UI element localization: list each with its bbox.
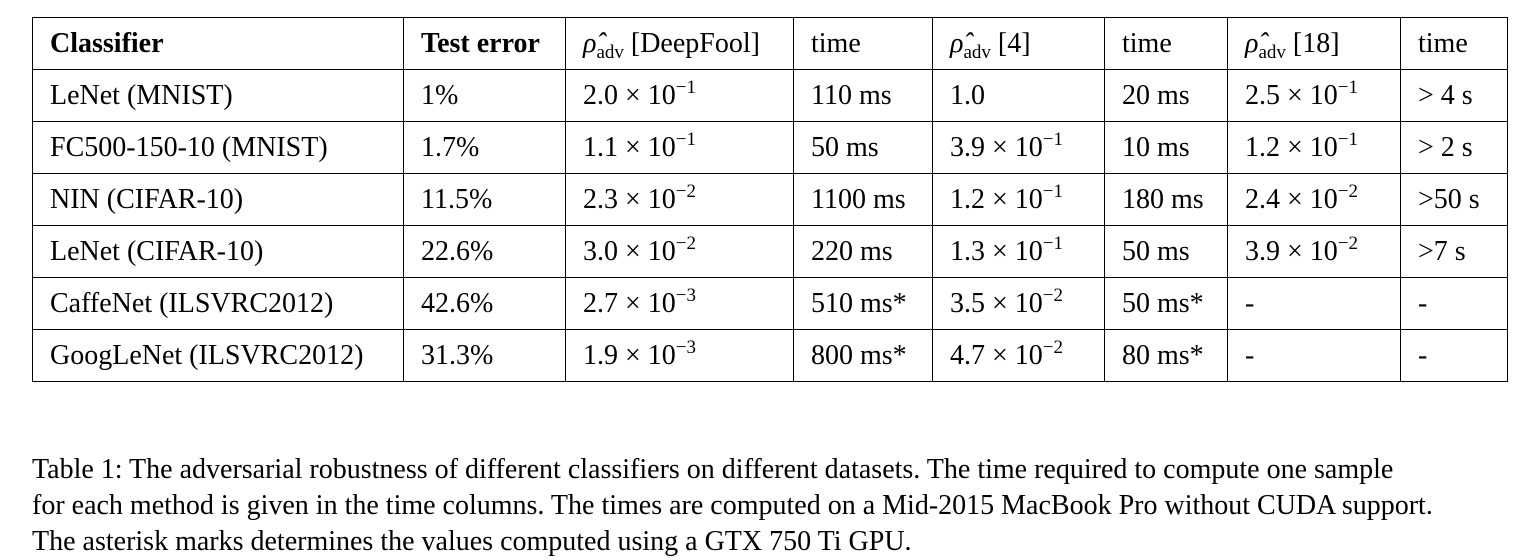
table-cell: FC500-150-10 (MNIST) (33, 122, 404, 174)
exponent: −2 (1337, 180, 1359, 202)
table-cell (1228, 70, 1401, 122)
mantissa: 3.0 (583, 235, 618, 267)
table-cell (933, 226, 1105, 278)
table-cell: 42.6% (404, 278, 566, 330)
table-body (33, 70, 1508, 382)
mantissa: 2.5 (1245, 79, 1280, 111)
caption-line: Table 1: The adversarial robustness of different classifiers on different datasets. The time required to compute one sample (32, 454, 1394, 485)
times-ten: × 10 (1280, 183, 1338, 215)
times-ten: × 10 (618, 339, 676, 371)
subscript: adv (963, 41, 991, 63)
method-reference: [18] (1285, 27, 1340, 59)
table-cell: 1.0 (933, 70, 1105, 122)
column-header: time (1105, 18, 1228, 70)
table-cell: LeNet (CIFAR-10) (33, 226, 404, 278)
subscript: adv (1258, 41, 1286, 63)
times-ten: × 10 (1280, 131, 1338, 163)
table-cell: 20 ms (1105, 70, 1228, 122)
table-cell: 1% (404, 70, 566, 122)
table-cell: >50 s (1401, 174, 1508, 226)
times-ten: × 10 (985, 235, 1043, 267)
table-cell (566, 226, 794, 278)
column-header (1228, 18, 1401, 70)
table-caption (32, 452, 1512, 560)
table-cell: NIN (CIFAR-10) (33, 174, 404, 226)
table-cell (566, 278, 794, 330)
table-cell (566, 330, 794, 382)
table-cell: 10 ms (1105, 122, 1228, 174)
exponent: −1 (1337, 128, 1359, 150)
table-cell: - (1401, 278, 1508, 330)
table-row (33, 122, 1508, 174)
table-row (33, 174, 1508, 226)
table-cell: CaffeNet (ILSVRC2012) (33, 278, 404, 330)
column-header: time (794, 18, 933, 70)
table-cell (566, 122, 794, 174)
exponent: −1 (1042, 180, 1064, 202)
mantissa: 1.3 (950, 235, 985, 267)
table-cell: 50 ms (1105, 226, 1228, 278)
table-cell (1228, 174, 1401, 226)
exponent: −1 (1042, 128, 1064, 150)
table-cell: 180 ms (1105, 174, 1228, 226)
column-header: Test error (404, 18, 566, 70)
times-ten: × 10 (985, 131, 1043, 163)
subscript: adv (596, 41, 624, 63)
table-cell (1228, 122, 1401, 174)
mantissa: 1.1 (583, 131, 618, 163)
times-ten: × 10 (618, 235, 676, 267)
rho-hat-symbol: ρ̂ (1245, 27, 1259, 59)
mantissa: 1.2 (950, 183, 985, 215)
table-row (33, 278, 1508, 330)
table-cell: 80 ms* (1105, 330, 1228, 382)
times-ten: × 10 (618, 131, 676, 163)
column-header (566, 18, 794, 70)
exponent: −1 (675, 76, 697, 98)
table-cell (933, 278, 1105, 330)
rho-hat-symbol: ρ̂ (583, 27, 597, 59)
table-row (33, 226, 1508, 278)
mantissa: 1.2 (1245, 131, 1280, 163)
table-cell: > 4 s (1401, 70, 1508, 122)
exponent: −3 (675, 336, 697, 358)
exponent: −1 (1042, 232, 1064, 254)
times-ten: × 10 (1280, 79, 1338, 111)
table-cell: - (1401, 330, 1508, 382)
results-table (32, 17, 1508, 382)
table-cell: 50 ms* (1105, 278, 1228, 330)
table-cell: GoogLeNet (ILSVRC2012) (33, 330, 404, 382)
mantissa: 2.3 (583, 183, 618, 215)
mantissa: 3.5 (950, 287, 985, 319)
times-ten: × 10 (1280, 235, 1338, 267)
method-reference: [4] (990, 27, 1031, 59)
table-cell: 800 ms* (794, 330, 933, 382)
caption-line: for each method is given in the time columns. The times are computed on a Mid-2015 MacBook Pro without CUDA support. (32, 490, 1433, 521)
caption-line: The asterisk marks determines the values computed using a GTX 750 Ti GPU. (32, 526, 912, 557)
exponent: −2 (1337, 232, 1359, 254)
mantissa: 2.7 (583, 287, 618, 319)
rho-hat-symbol: ρ̂ (950, 27, 964, 59)
table-cell: 22.6% (404, 226, 566, 278)
exponent: −2 (675, 232, 697, 254)
table-cell (933, 122, 1105, 174)
table-cell (566, 70, 794, 122)
column-header: Classifier (33, 18, 404, 70)
mantissa: 4.7 (950, 339, 985, 371)
header-row (33, 18, 1508, 70)
table-cell: >7 s (1401, 226, 1508, 278)
table-cell (933, 330, 1105, 382)
exponent: −2 (675, 180, 697, 202)
method-reference: [DeepFool] (623, 27, 760, 59)
exponent: −2 (1042, 336, 1064, 358)
table-header (33, 18, 1508, 70)
table-cell: - (1228, 278, 1401, 330)
table-cell: 31.3% (404, 330, 566, 382)
table-cell: 11.5% (404, 174, 566, 226)
times-ten: × 10 (618, 79, 676, 111)
mantissa: 3.9 (1245, 235, 1280, 267)
table-cell: LeNet (MNIST) (33, 70, 404, 122)
mantissa: 3.9 (950, 131, 985, 163)
mantissa: 2.0 (583, 79, 618, 111)
table-cell (933, 174, 1105, 226)
table-cell (566, 174, 794, 226)
column-header (933, 18, 1105, 70)
column-header: time (1401, 18, 1508, 70)
table-cell: 510 ms* (794, 278, 933, 330)
table-cell: 1100 ms (794, 174, 933, 226)
mantissa: 2.4 (1245, 183, 1280, 215)
table-cell: 50 ms (794, 122, 933, 174)
exponent: −1 (675, 128, 697, 150)
table-row (33, 330, 1508, 382)
exponent: −2 (1042, 284, 1064, 306)
table-cell: 110 ms (794, 70, 933, 122)
table-row (33, 70, 1508, 122)
times-ten: × 10 (985, 183, 1043, 215)
table-cell: 1.7% (404, 122, 566, 174)
times-ten: × 10 (985, 339, 1043, 371)
table-cell: - (1228, 330, 1401, 382)
exponent: −3 (675, 284, 697, 306)
exponent: −1 (1337, 76, 1359, 98)
mantissa: 1.9 (583, 339, 618, 371)
table-cell (1228, 226, 1401, 278)
times-ten: × 10 (618, 183, 676, 215)
table-cell: > 2 s (1401, 122, 1508, 174)
times-ten: × 10 (985, 287, 1043, 319)
times-ten: × 10 (618, 287, 676, 319)
table-cell: 220 ms (794, 226, 933, 278)
